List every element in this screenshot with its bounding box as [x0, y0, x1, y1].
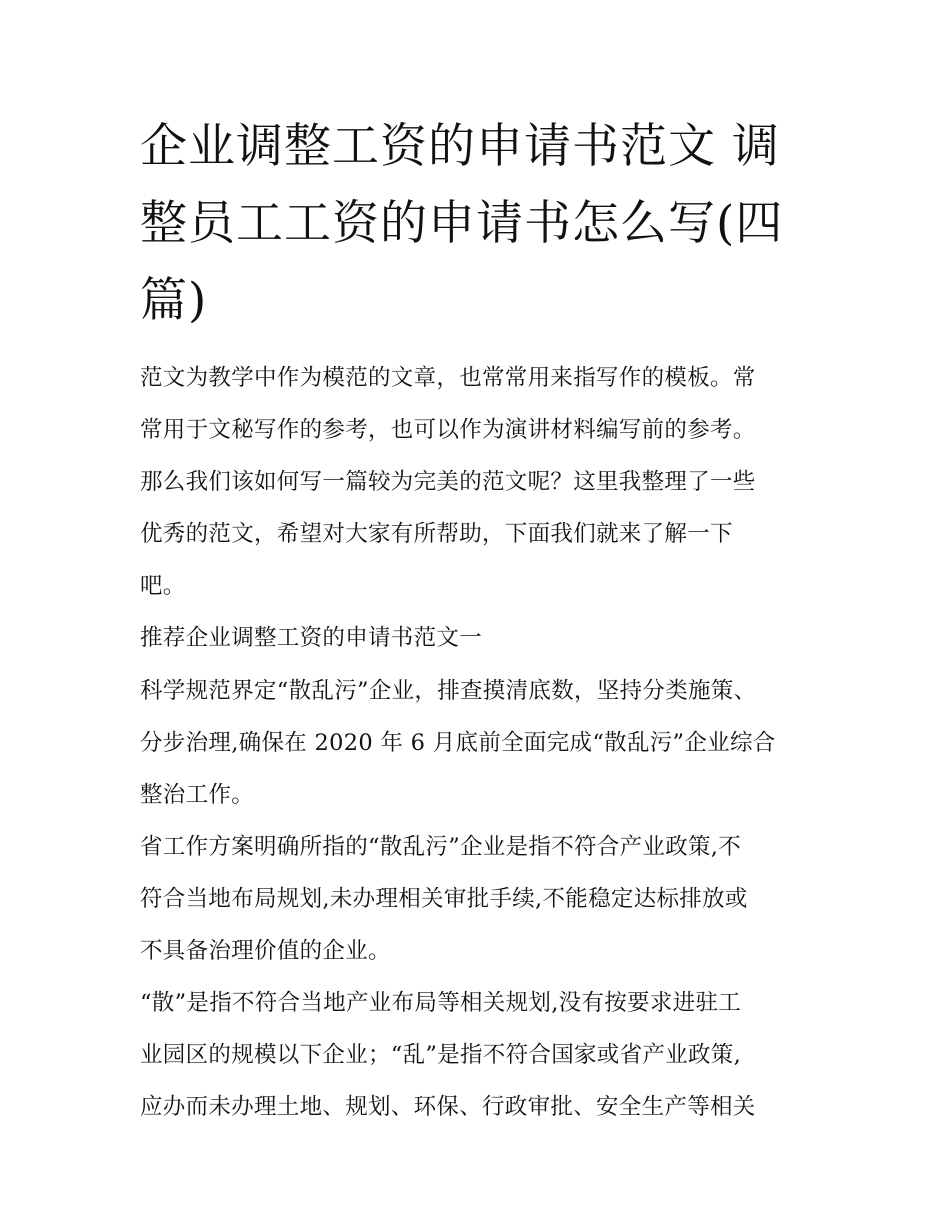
- title-line: 篇): [140, 273, 208, 328]
- section-heading: 推荐企业调整工资的申请书范文一: [140, 625, 483, 652]
- body-line: 分步治理,确保在 2020 年 6 月底前全面完成“散乱污”企业综合: [140, 729, 776, 756]
- body-line: 业园区的规模以下企业；“乱”是指不符合国家或省产业政策,: [140, 1042, 742, 1069]
- body-line: 优秀的范文，希望对大家有所帮助，下面我们就来了解一下: [140, 521, 733, 548]
- body-line: 那么我们该如何写一篇较为完美的范文呢？这里我整理了一些: [140, 469, 756, 496]
- body-line: 符合当地布局规划,未办理相关审批手续,不能稳定达标排放或: [140, 885, 748, 912]
- body-line: 吧。: [140, 573, 186, 600]
- document-body: [140, 352, 830, 1133]
- body-line: 应办而未办理土地、规划、环保、行政审批、安全生产等相关: [140, 1094, 756, 1121]
- title-line: 企业调整工资的申请书范文 调: [140, 119, 780, 174]
- body-line: 整治工作。: [140, 781, 255, 808]
- body-line: 科学规范界定“散乱污”企业，排查摸清底数，坚持分类施策、: [140, 677, 757, 704]
- body-line: “散”是指不符合当地产业布局等相关规划,没有按要求进驻工: [140, 990, 742, 1017]
- body-line: 范文为教学中作为模范的文章，也常常用来指写作的模板。常: [140, 365, 756, 391]
- body-line: 常用于文秘写作的参考，也可以作为演讲材料编写前的参考。: [140, 417, 756, 444]
- title-line: 整员工工资的申请书怎么写(四: [140, 196, 784, 251]
- document-title: [140, 108, 820, 339]
- body-line: 不具备治理价值的企业。: [140, 938, 391, 965]
- body-line: 省工作方案明确所指的“散乱污”企业是指不符合产业政策,不: [140, 833, 742, 860]
